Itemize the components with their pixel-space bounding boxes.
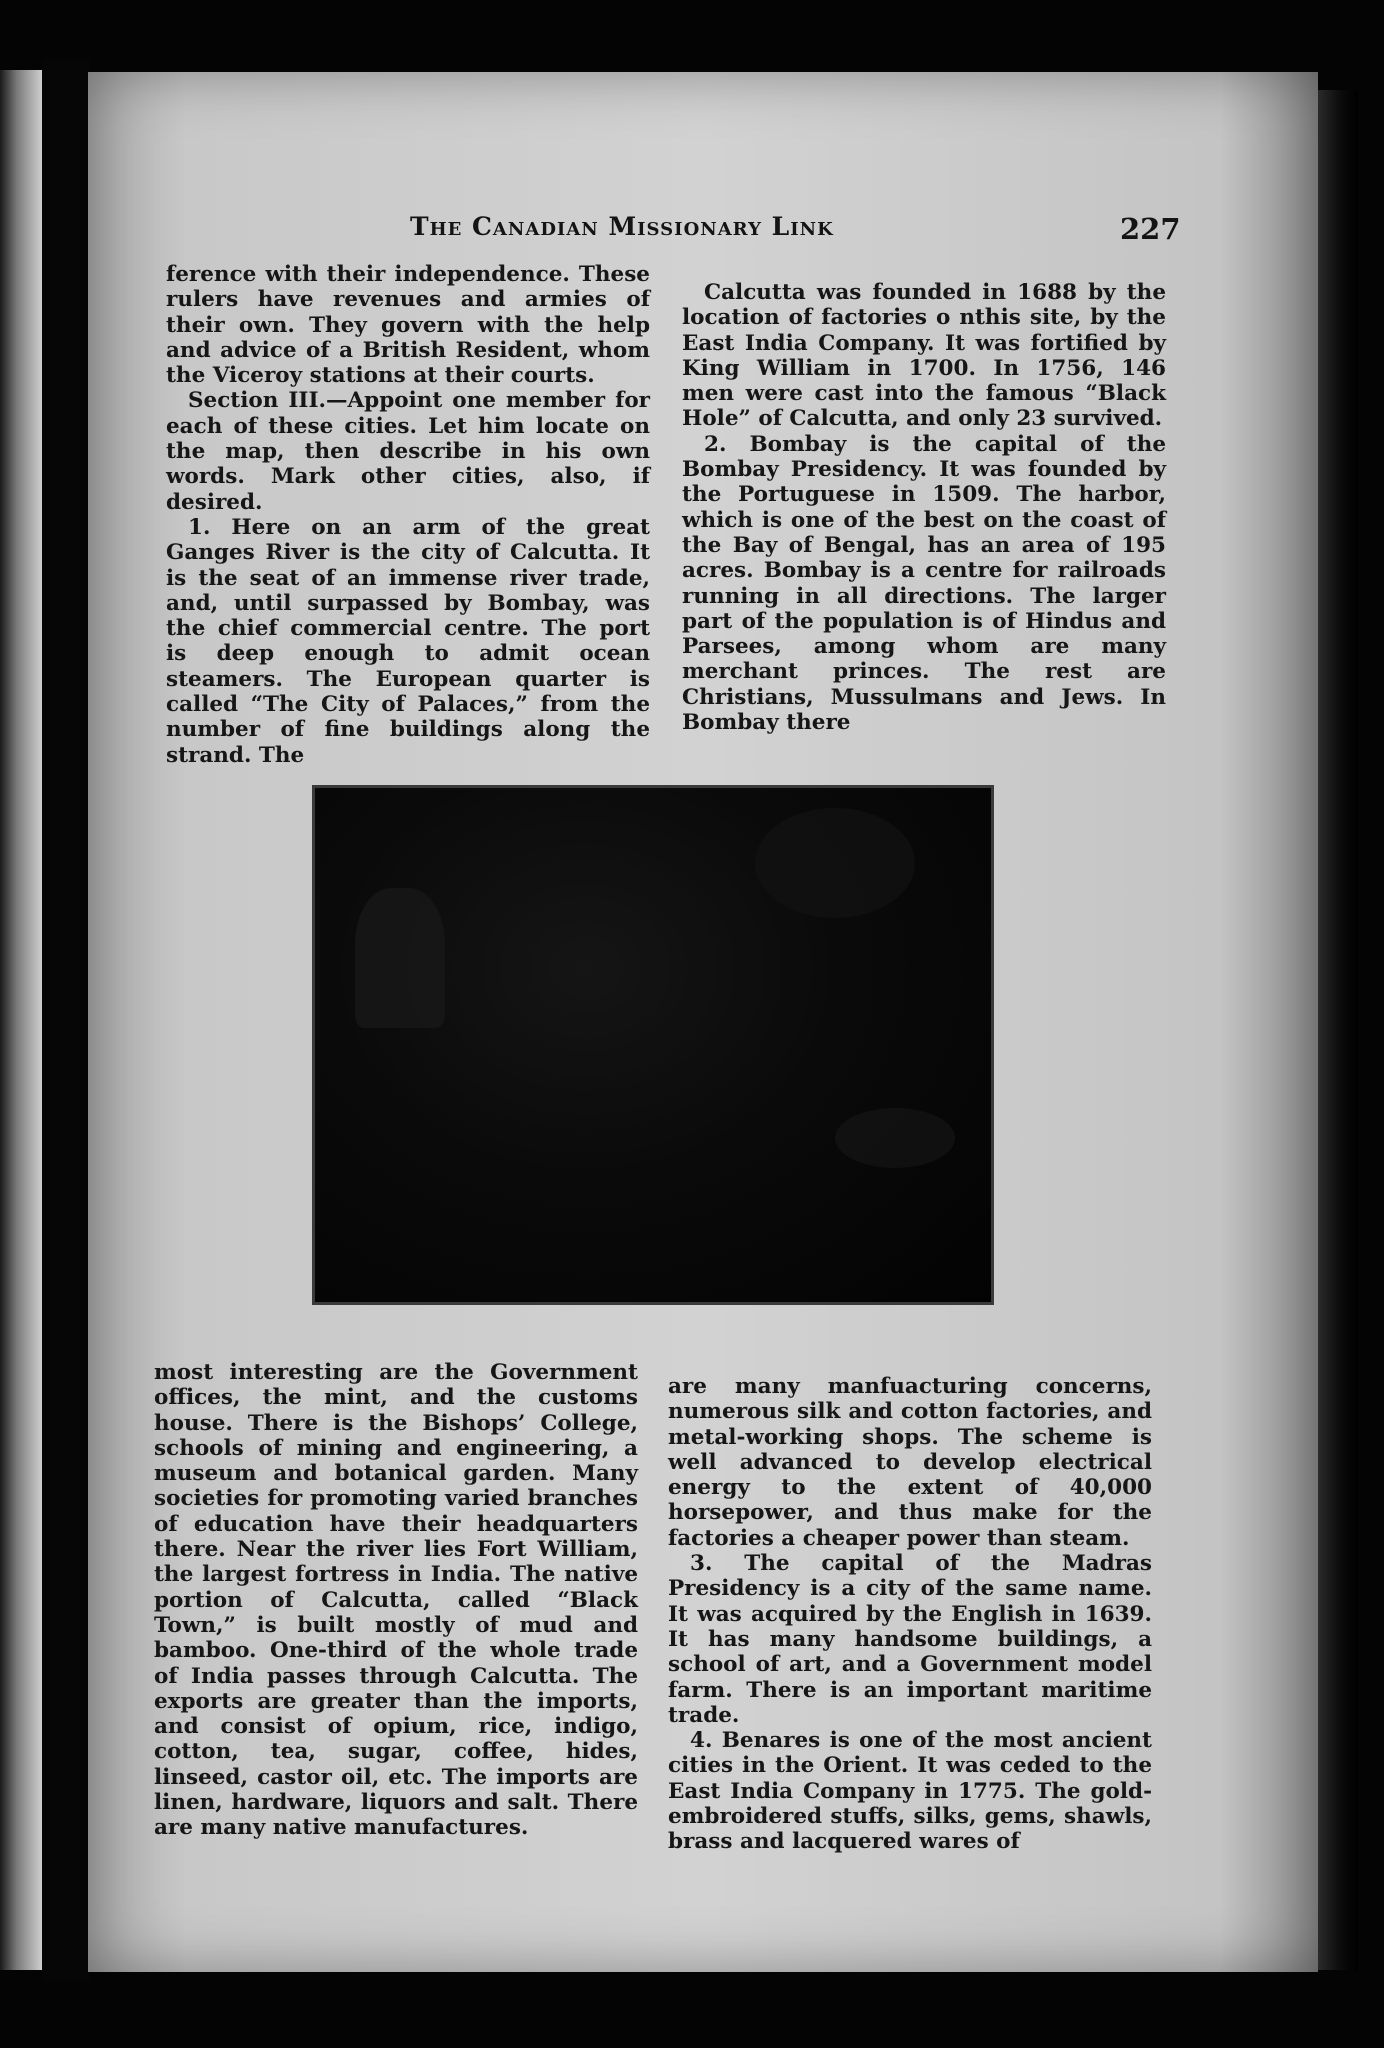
column-bottom-left — [154, 1360, 638, 1841]
paragraph: most interesting are the Government offices, the mint, and the customs house. There is the Bishops’ College, schools of mining and engineering, a museum and botanical garden. Many societies for promoting varied branches of education have their headquarters there. Near the river lies Fort William, the largest fortress in India. The native portion of Calcutta, called “Black Town,” is built mostly of mud and bamboo. One-third of the whole trade of India passes through Calcutta. The exports are greater than the imports, and consist of opium, rice, indigo, cotton, tea, sugar, coffee, hides, linseed, castor oil, etc. The imports are linen, hardware, liquors and salt. There are many native manufactures. — [154, 1360, 638, 1841]
running-header: The Canadian Missionary Link — [410, 212, 834, 241]
facing-page-edge — [0, 70, 42, 1970]
paragraph: 1. Here on an arm of the great Ganges River is the city of Calcutta. It is the seat of an immense river trade, and, until surpassed by Bombay, was the chief commercial centre. The port is deep enough to admit ocean steamers. The European quarter is called “The City of Palaces,” from the number of fine buildings along the strand. The — [166, 514, 650, 768]
column-bottom-right — [668, 1374, 1152, 1855]
photograph — [312, 785, 994, 1305]
photo-figure — [835, 1108, 955, 1168]
page-edge-shadow — [1318, 90, 1358, 1970]
paragraph: Section III.—Appoint one member for each of these cities. Let him locate on the map, then describe in his own words. Mark other cities, also, if desired. — [166, 388, 650, 515]
paragraph: 4. Benares is one of the most ancient cities in the Orient. It was ceded to the East India Company in 1775. The gold-embroidered stuffs, silks, gems, shawls, brass and lacquered wares of — [668, 1728, 1152, 1855]
page-number: 227 — [1120, 212, 1181, 246]
photo-figure — [755, 808, 915, 918]
paragraph: ference with their independence. These rulers have revenues and armies of their own. They govern with the help and advice of a British Resident, whom the Viceroy stations at their courts. — [166, 262, 650, 389]
paragraph: Calcutta was founded in 1688 by the location of factories o nthis site, by the East India Company. It was fortified by King William in 1700. In 1756, 146 men were cast into the famous “Black Hole” of Calcutta, and only 23 survived. — [682, 280, 1166, 432]
paragraph: 3. The capital of the Madras Presidency is a city of the same name. It was acquired by the English in 1639. It has many handsome buildings, a school of art, and a Government model farm. There is an important maritime trade. — [668, 1551, 1152, 1728]
paragraph: are many manfuacturing concerns, numerous silk and cotton factories, and metal-working shops. The scheme is well advanced to develop electrical energy to the extent of 40,000 horsepower, and thus make for the factories a cheaper power than steam. — [668, 1374, 1152, 1551]
photo-figure — [355, 888, 445, 1028]
book-gutter — [42, 60, 90, 1980]
paragraph: 2. Bombay is the capital of the Bombay Presidency. It was founded by the Portuguese in 1509. The harbor, which is one of the best on the coast of the Bay of Bengal, has an area of 195 acres. Bombay is a centre for railroads running in all directions. The larger part of the population is of Hindus and Parsees, among whom are many merchant princes. The rest are Christians, Mussulmans and Jews. In Bombay there — [682, 431, 1166, 736]
column-top-left — [166, 262, 650, 768]
column-top-right — [682, 280, 1166, 735]
